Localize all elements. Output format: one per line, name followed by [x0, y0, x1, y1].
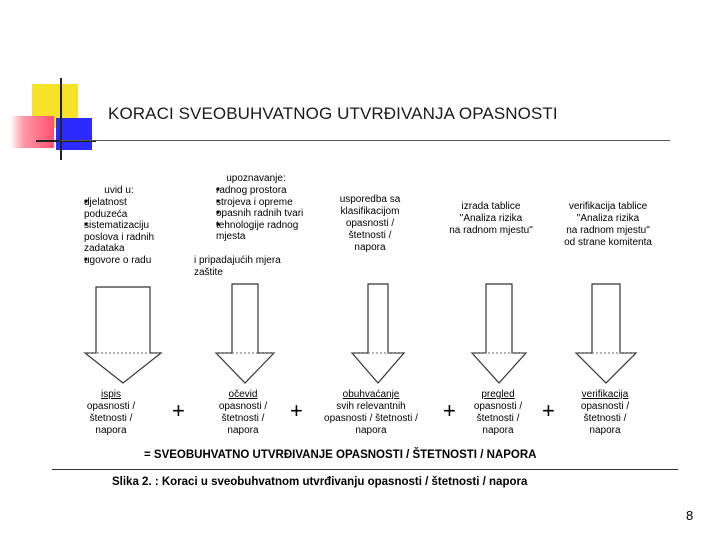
- result3-line-3: opasnosti / štetnosti /: [324, 413, 418, 424]
- result5-line-1: verifikacija: [581, 389, 629, 400]
- step3-line-4: štetnosti /: [348, 230, 392, 241]
- result4-line-3: štetnosti /: [476, 413, 520, 424]
- result4-line-2: opasnosti /: [473, 401, 523, 412]
- step5-line-3: na radnom mjestu": [566, 225, 650, 236]
- result1-line-3: štetnosti /: [89, 413, 133, 424]
- step3-line-3: opasnosti /: [345, 218, 395, 229]
- step4-line-3: na radnom mjestu": [449, 225, 533, 236]
- plus-sign-3: +: [443, 398, 456, 423]
- result3-line-2: svih relevantnih: [336, 401, 406, 412]
- plus-sign-1: +: [172, 398, 185, 423]
- page-number: 8: [686, 508, 694, 523]
- result2-line-3: štetnosti /: [221, 413, 265, 424]
- result4-line-1: pregled: [481, 389, 515, 400]
- result3-line-1: obuhvaćanje: [342, 389, 400, 400]
- step1-bullet-2: ■ sistematizaciju poslova i radnih zadataka: [62, 220, 164, 255]
- plus-sign-2: +: [290, 398, 303, 423]
- arrow-step-5: [576, 284, 636, 383]
- step2-extra-line-2: zaštite: [194, 267, 223, 278]
- result2-line-4: napora: [227, 425, 259, 436]
- step4-line-2: "Analiza rizika: [459, 213, 523, 224]
- plus-sign-4: +: [542, 398, 555, 423]
- step3-line-2: klasifikacijom: [340, 206, 400, 217]
- total-statement: = SVEOBUHVATNO UTVRĐIVANJE OPASNOSTI / ŠTETNOSTI / NAPORA: [144, 449, 537, 461]
- caption-divider: [52, 469, 678, 470]
- result1-line-4: napora: [95, 425, 127, 436]
- step2-bullet-4: ■ tehnologije radnog mjesta: [194, 220, 312, 243]
- step2-heading: upoznavanje:: [226, 173, 286, 184]
- step2-bullet-3: ■ opasnih radnih tvari: [194, 208, 326, 220]
- step1-heading: uvid u:: [104, 185, 134, 196]
- result4-line-4: napora: [482, 425, 514, 436]
- arrow-step-1: [85, 287, 161, 383]
- step1-bullet-1: ■ djelatnost poduzeća: [62, 197, 164, 220]
- result2-line-1: očevid: [228, 389, 258, 400]
- arrow-step-2: [216, 284, 274, 383]
- step2-bullet-2: ■ strojeva i opreme: [194, 197, 326, 209]
- step5-line-4: od strane komitenta: [564, 237, 652, 248]
- arrow-step-3: [352, 284, 404, 383]
- step2-extra-line-1: i pripadajućih mjera: [194, 255, 281, 266]
- step1-bullet-3: ■ ugovore o radu: [62, 255, 174, 267]
- step4-line-1: izrada tablice: [461, 201, 521, 212]
- arrow-step-4: [472, 284, 526, 383]
- figure-caption: Slika 2. : Koraci u sveobuhvatnom utvrđivanju opasnosti / štetnosti / napora: [112, 476, 528, 488]
- step3-line-5: napora: [354, 242, 386, 253]
- result5-line-3: štetnosti /: [583, 413, 627, 424]
- result5-line-2: opasnosti /: [580, 401, 630, 412]
- result1-line-2: opasnosti /: [86, 401, 136, 412]
- step2-bullet-1: ■ radnog prostora: [194, 185, 326, 197]
- page-title: KORACI SVEOBUHVATNOG UTVRĐIVANJA OPASNOSTI: [108, 104, 558, 123]
- step3-line-1: usporedba sa: [339, 194, 401, 205]
- step5-line-2: "Analiza rizika: [576, 213, 640, 224]
- step5-line-1: verifikacija tablice: [568, 201, 648, 212]
- result1-line-1: ispis: [100, 389, 121, 400]
- result3-line-4: napora: [355, 425, 387, 436]
- result5-line-4: napora: [589, 425, 621, 436]
- result2-line-2: opasnosti /: [218, 401, 268, 412]
